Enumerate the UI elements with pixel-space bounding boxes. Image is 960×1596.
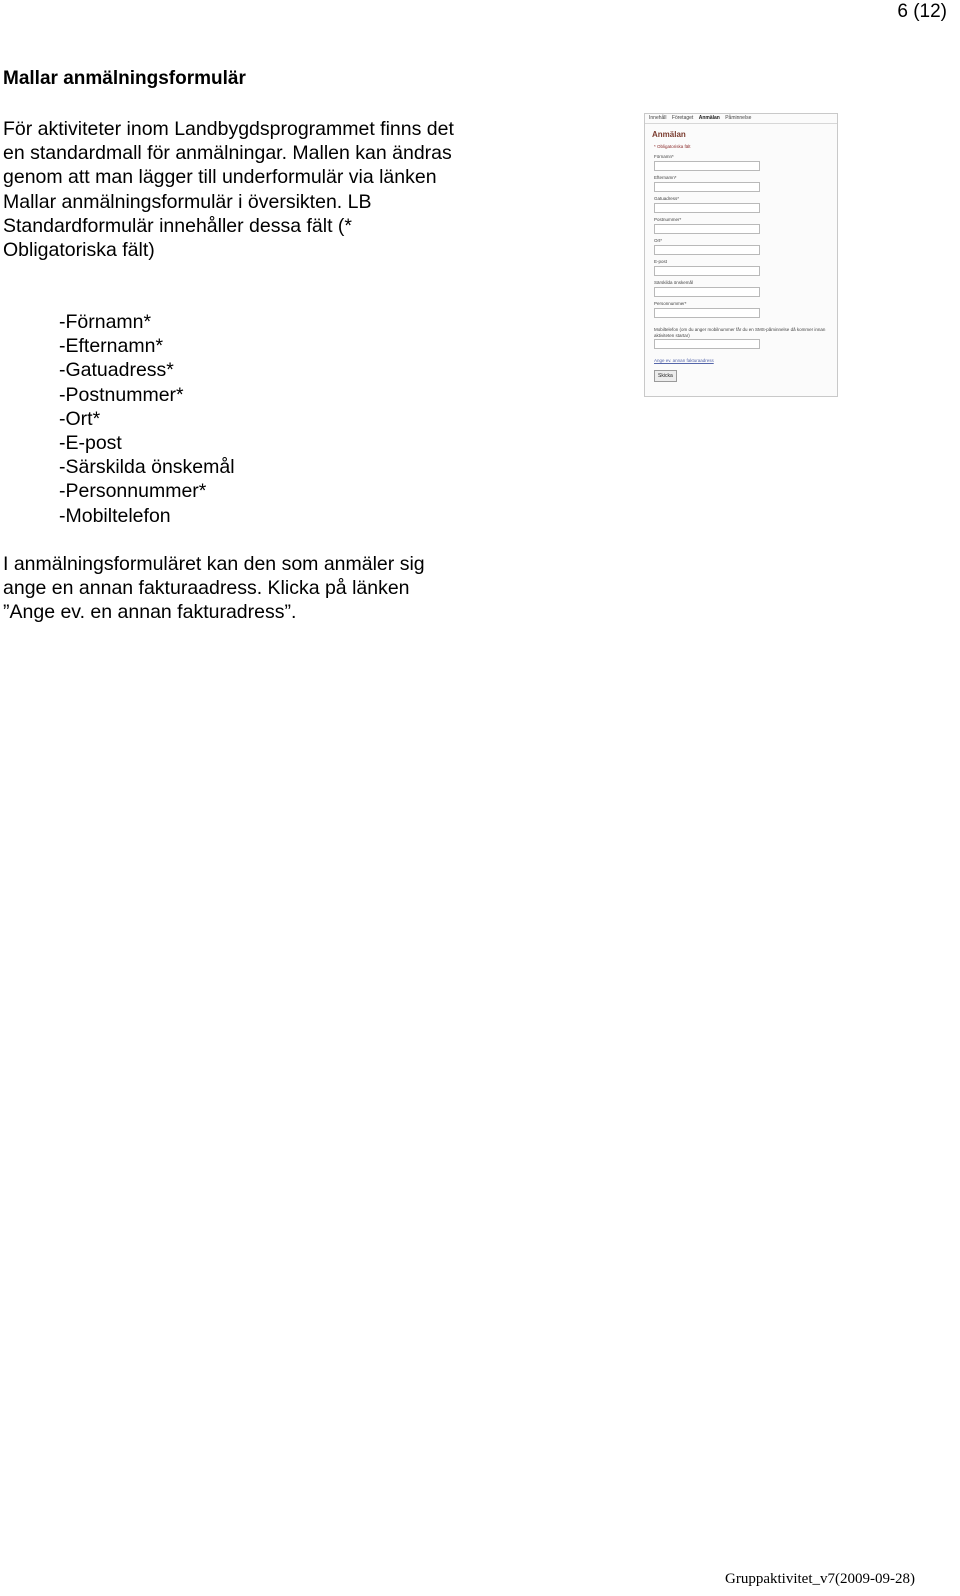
form-mobile-input (654, 339, 760, 349)
form-field-label: Särskilda önskemål (654, 280, 694, 285)
intro-line: Standardformulär innehåller dessa fält (* (3, 214, 353, 237)
form-field (654, 154, 766, 171)
outro-paragraph (3, 552, 523, 625)
form-required-note: * Obligatoriska fält (654, 144, 691, 149)
form-field-input (654, 287, 760, 297)
form-field-input (654, 266, 760, 276)
field-list-item: -Mobiltelefon (59, 504, 171, 527)
form-field-input (654, 182, 760, 192)
field-list-item: -Personnummer* (59, 480, 207, 503)
form-field (654, 259, 766, 276)
form-field-label: Förnamn* (654, 154, 674, 159)
form-field-label: E-post (654, 259, 668, 264)
page-number: 6 (12) (897, 1, 947, 22)
field-list-item: -E-post (59, 432, 122, 455)
form-tabs (649, 115, 755, 122)
form-field (654, 196, 766, 213)
field-list (59, 310, 235, 528)
outro-line: ange en annan fakturaadress. Klicka på länken (3, 577, 410, 600)
form-field-input (654, 245, 760, 255)
outro-line: ”Ange ev. en annan fakturadress”. (3, 601, 297, 624)
form-field (654, 217, 766, 234)
form-field-input (654, 161, 760, 171)
footer-doc-version: Gruppaktivitet_v7(2009-09-28) (725, 1571, 915, 1587)
field-list-item: -Efternamn* (59, 335, 164, 358)
form-title: Anmälan (652, 130, 686, 139)
form-field-input (654, 308, 760, 318)
intro-line: en standardmall för anmälningar. Mallen kan ändras (3, 142, 452, 165)
form-field-label: Efternamn* (654, 175, 677, 180)
field-list-item: -Gatuadress* (59, 359, 174, 382)
form-submit-button: Skicka (654, 370, 677, 382)
section-heading: Mallar anmälningsformulär (3, 68, 246, 89)
form-divider (645, 123, 837, 124)
form-field (654, 280, 766, 297)
form-tab: Påminnelse (725, 115, 752, 121)
intro-paragraph (3, 117, 508, 262)
intro-line: För aktiviteter inom Landbygdsprogrammet finns det (3, 118, 454, 140)
form-tab: Företaget (671, 115, 694, 121)
form-field (654, 301, 766, 318)
intro-line: Mallar anmälningsformulär i översikten. LB (3, 190, 372, 213)
form-screenshot (644, 113, 838, 397)
form-mobile-note: Mobiltelefon (om du anger mobilnummer får du en SMS-påminnelse då kommer innan aktiviteten startar) (654, 327, 826, 338)
field-list-item: -Förnamn* (59, 311, 152, 333)
outro-line: I anmälningsformuläret kan den som anmäler sig (3, 553, 425, 575)
form-field (654, 175, 766, 192)
form-field-input (654, 203, 760, 213)
field-list-item: -Ort* (59, 407, 101, 430)
form-tab: Innehåll (649, 115, 667, 121)
form-field (654, 238, 766, 255)
form-field-label: Postnummer* (654, 217, 682, 222)
intro-line: genom att man lägger till underformulär via länken (3, 166, 437, 189)
form-field-label: Ort* (654, 238, 663, 243)
form-field-label: Personnummer* (654, 301, 687, 306)
intro-line: Obligatoriska fält) (3, 239, 155, 262)
form-invoice-link: Ange ev. annan fakturaadress (654, 358, 714, 363)
field-list-item: -Särskilda önskemål (59, 456, 235, 479)
form-field-input (654, 224, 760, 234)
field-list-item: -Postnummer* (59, 383, 184, 406)
form-tab-active: Anmälan (698, 115, 720, 121)
form-field-label: Gatuadress* (654, 196, 680, 201)
